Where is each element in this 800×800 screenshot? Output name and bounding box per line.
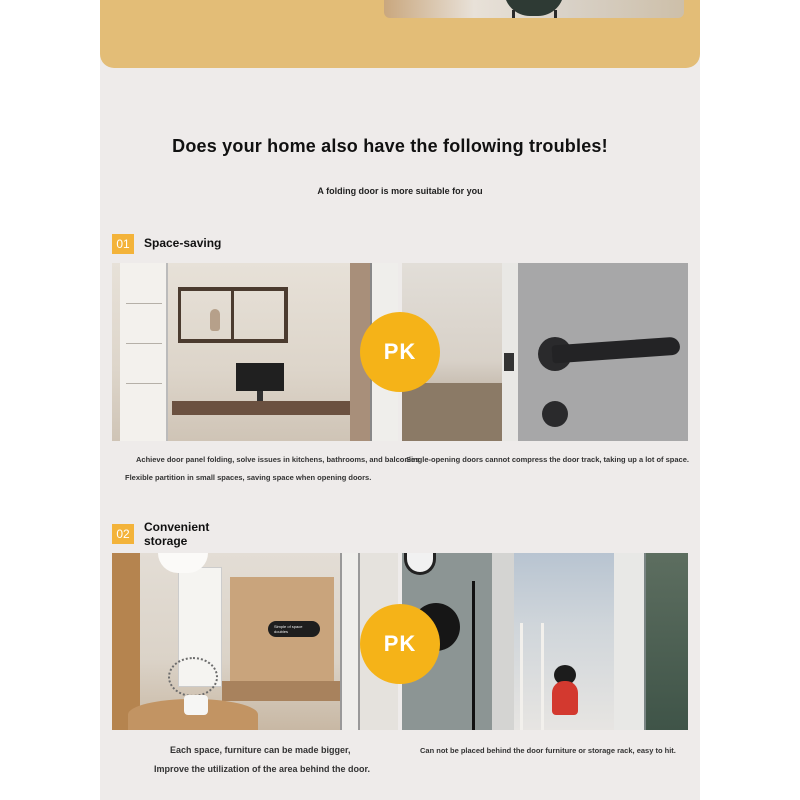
folding-door-bedroom-photo xyxy=(112,553,398,730)
folding-door-study-photo xyxy=(112,263,398,441)
caption-01-left-2: Flexible partition in small spaces, saving space when opening doors. xyxy=(125,473,372,482)
callout-bubble: Simple of space doubles xyxy=(268,621,320,637)
pk-badge-01: PK xyxy=(360,312,440,392)
page-headline: Does your home also have the following troubles! xyxy=(172,136,608,156)
banner-photo xyxy=(384,0,684,18)
lock-icon xyxy=(542,401,568,427)
single-door-handle-photo xyxy=(402,263,688,441)
section-number-01: 01 xyxy=(112,234,134,254)
section-title-line-1: Convenient xyxy=(144,520,210,534)
caption-02-left-2: Improve the utilization of the area behind the door. xyxy=(154,764,371,774)
section-number-02: 02 xyxy=(112,524,134,544)
pk-badge-02: PK xyxy=(360,604,440,684)
top-banner xyxy=(100,0,700,68)
monitor-icon xyxy=(236,363,284,391)
product-detail-page xyxy=(100,0,700,800)
caption-01-left-1: Achieve door panel folding, solve issues in kitchens, bathrooms, and balconies xyxy=(136,455,420,464)
caption-02-left-1: Each space, furniture can be made bigger, xyxy=(170,745,351,755)
caption-01-right: Single-opening doors cannot compress the door track, taking up a lot of space. xyxy=(406,455,689,464)
toy-icon xyxy=(552,681,578,715)
caption-02-right: Can not be placed behind the door furniture or storage rack, easy to hit. xyxy=(420,746,676,755)
section-title-line-2: storage xyxy=(144,534,188,548)
section-title-space-saving: Space-saving xyxy=(144,236,222,250)
page-subheading: A folding door is more suitable for you xyxy=(317,186,483,196)
single-door-room-photo xyxy=(402,553,688,730)
plant-icon xyxy=(168,657,218,697)
